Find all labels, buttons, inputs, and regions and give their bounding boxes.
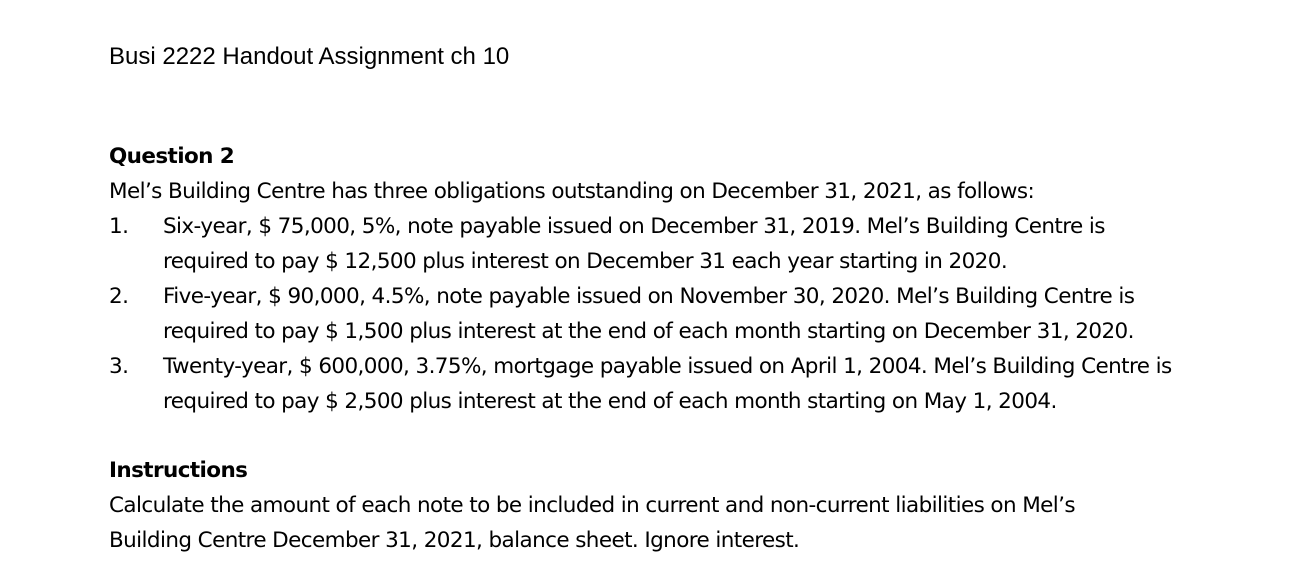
obligation-text: Six-year, $ 75,000, 5%, note payable issued on December 31, 2019. Mel’s Building Centre is required to pay $ 12,500 plus interest on December 31 each year starting in 2020.	[163, 214, 1105, 274]
question-intro: Mel’s Building Centre has three obligations outstanding on December 31, 2021, as follows:	[109, 179, 1035, 204]
obligation-number: 1.	[109, 214, 129, 239]
instructions-text: Calculate the amount of each note to be included in current and non-current liabilities on Mel’s Building Centre December 31, 2021, balance sheet. Ignore interest.	[109, 493, 1076, 553]
obligation-text: Five-year, $ 90,000, 4.5%, note payable issued on November 30, 2020. Mel’s Building Centre is required to pay $ 1,500 plus interest at the end of each month starting on December 31, 2020.	[163, 284, 1135, 344]
obligation-text: Twenty-year, $ 600,000, 3.75%, mortgage payable issued on April 1, 2004. Mel’s Building Centre is required to pay $ 2,500 plus interest at the end of each month starting on May 1, 2004.	[163, 354, 1172, 414]
obligation-item	[109, 279, 1299, 349]
obligation-number: 3.	[109, 354, 129, 379]
obligation-item	[109, 209, 1299, 279]
question-section	[109, 139, 1299, 419]
document-title: Busi 2222 Handout Assignment ch 10	[109, 43, 510, 70]
instructions-section	[109, 453, 1299, 558]
obligation-list	[109, 209, 1299, 419]
obligation-item	[109, 349, 1299, 419]
obligation-number: 2.	[109, 284, 129, 309]
instructions-heading: Instructions	[109, 458, 248, 483]
question-heading: Question 2	[109, 144, 235, 169]
